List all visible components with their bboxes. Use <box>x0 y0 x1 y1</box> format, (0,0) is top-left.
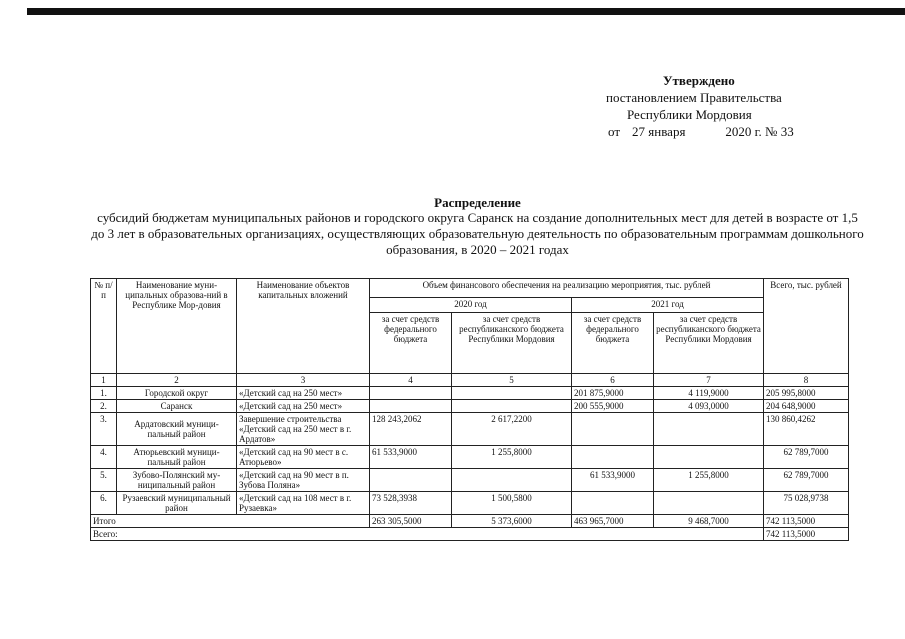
column-index-row <box>91 374 849 387</box>
approval-line-2: постановлением Правительства <box>606 90 782 105</box>
document-title: Распределение <box>434 195 521 210</box>
col-index-cell: 1 <box>91 374 117 387</box>
col-index-cell: 6 <box>572 374 654 387</box>
itogo-rep-2020: 5 373,6000 <box>452 515 572 528</box>
cell-municipality: Рузаевский муниципальный район <box>117 492 237 515</box>
cell-object: «Детский сад на 250 мест» <box>237 400 370 413</box>
cell-rep-2020: 2 617,2200 <box>452 413 572 446</box>
table-row <box>91 492 849 515</box>
cell-fed-2020 <box>370 387 452 400</box>
cell-fed-2021 <box>572 413 654 446</box>
vsego-row <box>91 528 849 541</box>
cell-municipality: Атюрьевский муници-пальный район <box>117 446 237 469</box>
col-index-cell: 8 <box>764 374 849 387</box>
cell-fed-2020: 61 533,9000 <box>370 446 452 469</box>
cell-fed-2021: 201 875,9000 <box>572 387 654 400</box>
header-rep-2021: за счет средств республиканского бюджета Республики Мордовия <box>654 313 764 374</box>
table-row <box>91 446 849 469</box>
itogo-fed-2020: 263 305,5000 <box>370 515 452 528</box>
cell-num: 1. <box>91 387 117 400</box>
approval-from: от <box>608 124 621 139</box>
cell-num: 2. <box>91 400 117 413</box>
document-subtitle: субсидий бюджетам муниципальных районов и городского округа Саранск на создание дополнительных мест для детей в возрасте от 1,5 до 3 лет в образовательных организациях, осуществляющих образовательную деятельность по образовательным программам дошкольного образования, в 2020 – 2021 годах <box>91 210 864 257</box>
cell-rep-2020: 1 255,8000 <box>452 446 572 469</box>
cell-fed-2021: 200 555,9000 <box>572 400 654 413</box>
approval-year-number: 2020 г. № 33 <box>725 124 794 139</box>
header-row-1 <box>91 279 849 298</box>
approval-day: 27 <box>632 124 646 139</box>
header-municipality: Наименование муни-ципальных образова-ний в Республике Мор-довия <box>117 279 237 374</box>
cell-rep-2021 <box>654 413 764 446</box>
itogo-total: 742 113,5000 <box>764 515 849 528</box>
cell-fed-2020: 73 528,3938 <box>370 492 452 515</box>
cell-municipality: Саранск <box>117 400 237 413</box>
cell-fed-2020: 128 243,2062 <box>370 413 452 446</box>
cell-total: 62 789,7000 <box>764 446 849 469</box>
cell-num: 4. <box>91 446 117 469</box>
cell-rep-2021 <box>654 492 764 515</box>
cell-total: 62 789,7000 <box>764 469 849 492</box>
table-row <box>91 387 849 400</box>
header-rep-2020: за счет средств республиканского бюджета Республики Мордовия <box>452 313 572 374</box>
cell-fed-2020 <box>370 400 452 413</box>
cell-fed-2021: 61 533,9000 <box>572 469 654 492</box>
header-fed-2021: за счет средств федерального бюджета <box>572 313 654 374</box>
col-index-cell: 2 <box>117 374 237 387</box>
cell-rep-2020 <box>452 400 572 413</box>
cell-fed-2020 <box>370 469 452 492</box>
cell-fed-2021 <box>572 446 654 469</box>
col-index-cell: 3 <box>237 374 370 387</box>
table-row <box>91 400 849 413</box>
approval-title: Утверждено <box>663 73 735 88</box>
cell-total: 204 648,9000 <box>764 400 849 413</box>
cell-fed-2021 <box>572 492 654 515</box>
itogo-row <box>91 515 849 528</box>
header-year-2021: 2021 год <box>572 298 764 313</box>
approval-month: января <box>648 124 686 139</box>
itogo-rep-2021: 9 468,7000 <box>654 515 764 528</box>
col-index-cell: 4 <box>370 374 452 387</box>
cell-object: «Детский сад на 90 мест в с. Атюрьево» <box>237 446 370 469</box>
approval-block <box>590 72 830 140</box>
cell-num: 6. <box>91 492 117 515</box>
cell-municipality: Зубово-Полянский му-ниципальный район <box>117 469 237 492</box>
cell-rep-2021: 1 255,8000 <box>654 469 764 492</box>
cell-total: 75 028,9738 <box>764 492 849 515</box>
vsego-total: 742 113,5000 <box>764 528 849 541</box>
cell-total: 130 860,4262 <box>764 413 849 446</box>
itogo-fed-2021: 463 965,7000 <box>572 515 654 528</box>
header-fed-2020: за счет средств федерального бюджета <box>370 313 452 374</box>
cell-rep-2021 <box>654 446 764 469</box>
header-volume: Объем финансового обеспечения на реализацию мероприятия, тыс. рублей <box>370 279 764 298</box>
cell-object: Завершение строительства «Детский сад на 250 мест в г. Ардатов» <box>237 413 370 446</box>
cell-rep-2020 <box>452 469 572 492</box>
cell-municipality: Ардатовский муници-пальный район <box>117 413 237 446</box>
subsidy-table <box>90 278 849 541</box>
col-index-cell: 5 <box>452 374 572 387</box>
approval-line-3: Республики Мордовия <box>627 107 752 122</box>
header-total: Всего, тыс. рублей <box>764 279 849 374</box>
cell-rep-2021: 4 093,0000 <box>654 400 764 413</box>
cell-num: 3. <box>91 413 117 446</box>
header-objects: Наименование объектов капитальных вложений <box>237 279 370 374</box>
header-year-2020: 2020 год <box>370 298 572 313</box>
cell-object: «Детский сад на 250 мест» <box>237 387 370 400</box>
cell-num: 5. <box>91 469 117 492</box>
itogo-label: Итого <box>91 515 370 528</box>
cell-rep-2021: 4 119,9000 <box>654 387 764 400</box>
header-num: № п/п <box>91 279 117 374</box>
table-row <box>91 413 849 446</box>
cell-object: «Детский сад на 90 мест в п. Зубова Поляна» <box>237 469 370 492</box>
table-row <box>91 469 849 492</box>
cell-rep-2020: 1 500,5800 <box>452 492 572 515</box>
cell-total: 205 995,8000 <box>764 387 849 400</box>
cell-rep-2020 <box>452 387 572 400</box>
cell-object: «Детский сад на 108 мест в г. Рузаевка» <box>237 492 370 515</box>
cell-municipality: Городской округ <box>117 387 237 400</box>
col-index-cell: 7 <box>654 374 764 387</box>
vsego-label: Всего: <box>91 528 764 541</box>
top-border-bar <box>27 8 905 15</box>
approval-date-line <box>590 123 830 140</box>
